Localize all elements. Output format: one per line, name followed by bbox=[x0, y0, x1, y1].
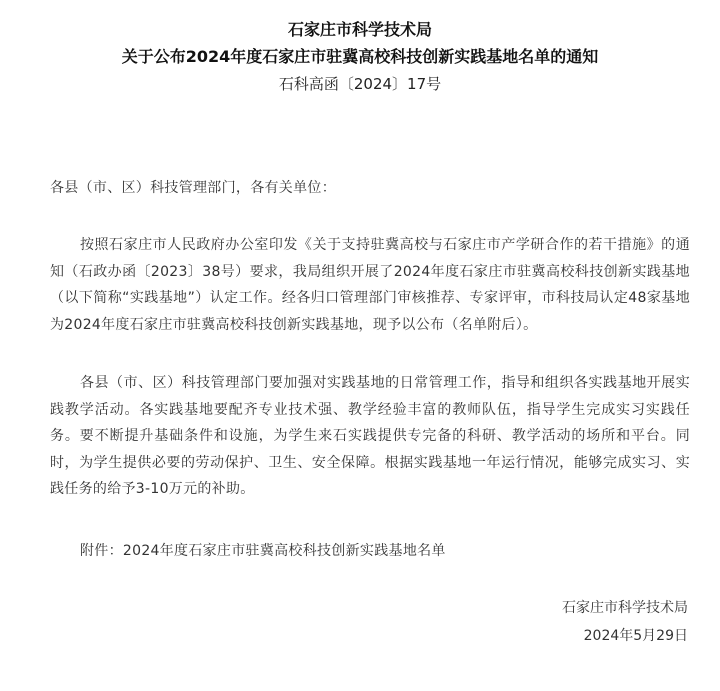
issuer-heading: 石家庄市科学技术局 bbox=[287, 20, 432, 39]
signature-organization: 石家庄市科学技术局 bbox=[562, 600, 688, 616]
salutation: 各县（市、区）科技管理部门，各有关单位： bbox=[50, 180, 336, 196]
document-number: 石科高函〔2024〕17号 bbox=[278, 75, 442, 93]
notice-title: 关于公布2024年度石家庄市驻冀高校科技创新实践基地名单的通知 bbox=[121, 47, 599, 66]
body-paragraph-1: 按照石家庄市人民政府办公室印发《关于支持驻冀高校与石家庄市产学研合作的若干措施》的通知（石政办函〔2023〕38号）要求，我局组织开展了2024年度石家庄市驻冀高校科技创新实践基地（以下简称“实践基地”）认定工作。经各归口管理部门审核推荐、专家评审，市科技局认定48家基地为2024年度石家庄市驻冀高校科技创新实践基地，现予以公布（名单附后）。 bbox=[50, 237, 690, 333]
body-paragraph-2: 各县（市、区）科技管理部门要加强对实践基地的日常管理工作，指导和组织各实践基地开展实践教学活动。各实践基地要配齐专业技术强、教学经验丰富的教师队伍，指导学生完成实习实践任务。要不断提升基础条件和设施，为学生来石实践提供专完备的科研、教学活动的场所和平台。同时，为学生提供必要的劳动保护、卫生、安全保障。根据实践基地一年运行情况，能够完成实习、实践任务的给予3-10万元的补助。 bbox=[50, 375, 690, 497]
signature-date: 2024年5月29日 bbox=[583, 628, 688, 644]
attachment-line: 附件：2024年度石家庄市驻冀高校科技创新实践基地名单 bbox=[80, 543, 446, 559]
